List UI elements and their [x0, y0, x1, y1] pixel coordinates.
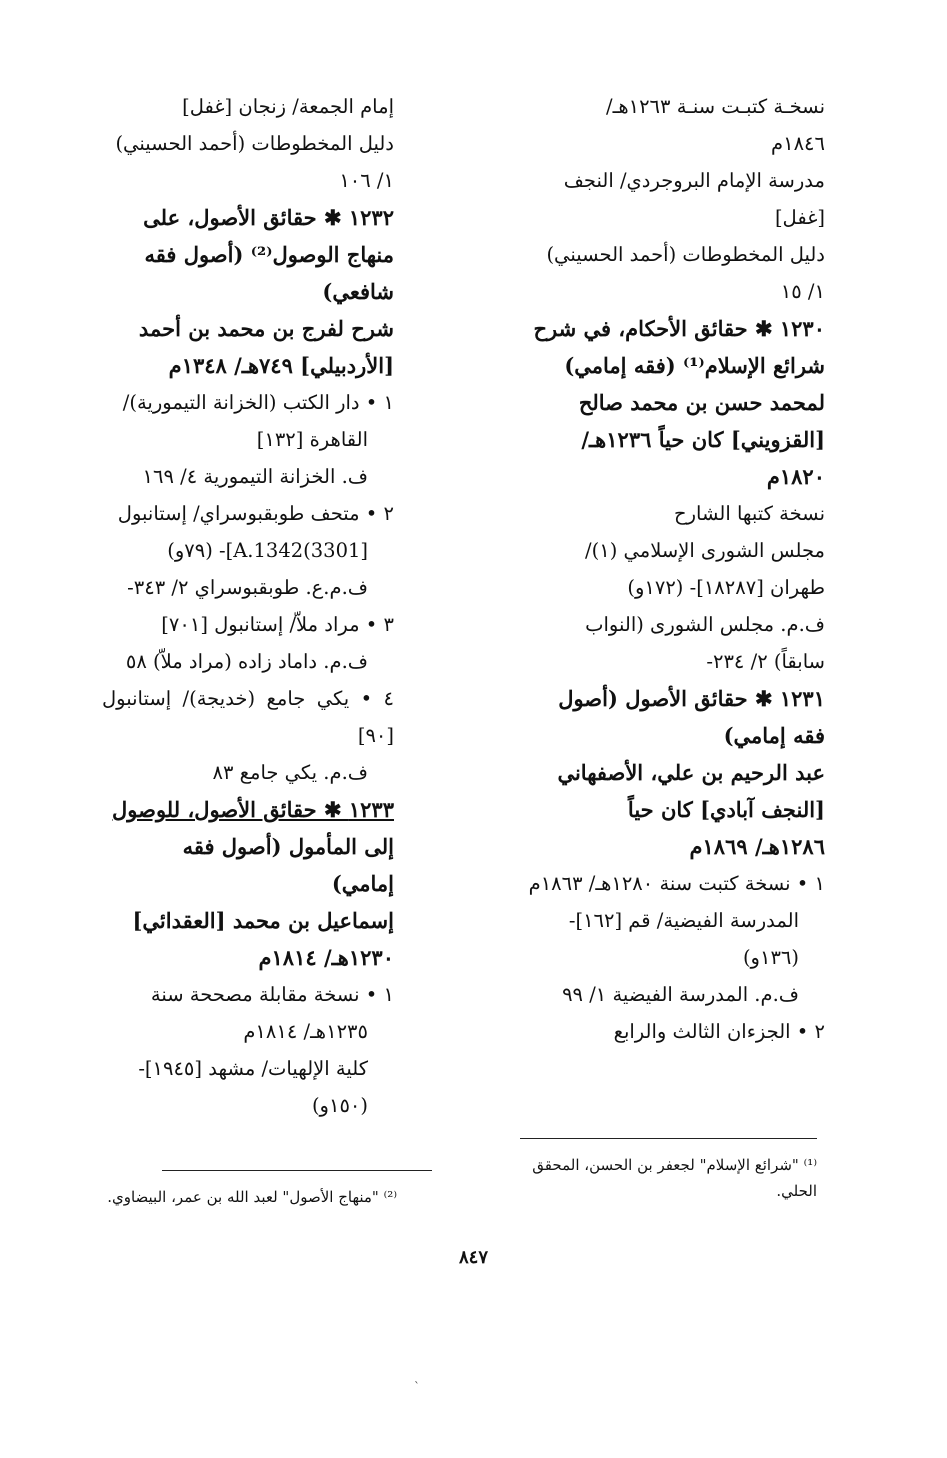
left-column	[102, 88, 394, 1124]
left-column-line: [3301)A.1342]- (٧٩و)	[167, 539, 368, 562]
left-column-line: (١٥٠و)	[311, 1094, 368, 1117]
footnote-left	[67, 1184, 397, 1210]
left-column-line: منهاج الوصول⁽²⁾ (أصول فقه	[144, 242, 394, 267]
left-column-line: ١٢٣٢ ✱ حقائق الأصول، على	[143, 205, 394, 230]
left-column-line: [الأردبيلي] ٧٤٩هـ/ ١٣٤٨م	[168, 353, 394, 378]
right-column-line: ١/ ١٥	[780, 280, 825, 303]
footnote-right-line-2: الحلي.	[776, 1182, 817, 1200]
right-column	[497, 88, 825, 1050]
right-column-line: نسخة كتبها الشارح	[674, 502, 825, 525]
stray-mark: ˋ	[414, 1380, 420, 1394]
right-column-line: نسخـة كتبـت سنـة ١٢٦٣هـ/	[606, 95, 825, 118]
left-column-line: شافعي)	[322, 279, 394, 304]
left-column-line: دليل المخطوطات (أحمد الحسيني)	[115, 132, 394, 155]
left-column-line: ١ • دار الكتب (الخزانة التيمورية)/	[122, 391, 394, 414]
right-column-line: طهران [١٨٢٨٧]- (١٧٢و)	[627, 576, 825, 599]
right-column-line: ١٨٤٦م	[771, 132, 825, 155]
left-column-line: ٤ • يكي جامع (خديجة)/ إستانبول [٩٠]	[102, 687, 394, 747]
footnote-right	[477, 1152, 817, 1204]
right-column-line: دليل المخطوطات (أحمد الحسيني)	[546, 243, 825, 266]
right-column-line: لمحمد حسن بن محمد صالح	[578, 390, 825, 415]
right-column-line: فقه إمامي)	[723, 723, 825, 748]
right-column-line: ١ • نسخة كتبت سنة ١٢٨٠هـ/ ١٨٦٣م	[528, 872, 825, 895]
right-column-line: المدرسة الفيضية/ قم [١٦٢]-	[568, 909, 799, 932]
left-column-line: ١٢٣٠هـ/ ١٨١٤م	[258, 945, 394, 970]
left-column-line: إسماعيل بن محمد [العقدائي]	[132, 908, 394, 933]
left-column-line: ٢ • متحف طوبقبوسراي/ إستانبول	[117, 502, 394, 525]
right-column-line: ف.م. المدرسة الفيضية ١/ ٩٩	[562, 983, 799, 1006]
left-column-line: ف. الخزانة التيمورية ٤/ ١٦٩	[142, 465, 368, 488]
right-column-line: ٢ • الجزءان الثالث والرابع	[613, 1020, 825, 1043]
right-column-line: [القزويني] كان حياً ١٢٣٦هـ/	[581, 427, 825, 452]
right-column-line: سابقاً) ٢/ ٢٣٤-	[706, 650, 825, 673]
right-column-line: ١٢٣٠ ✱ حقائق الأحكام، في شرح	[533, 316, 825, 341]
left-column-line: ف.م.ع. طوبقبوسراي ٢/ ٣٤٣-	[127, 576, 368, 599]
right-column-line: ف.م. مجلس الشورى (النواب	[585, 613, 825, 636]
left-column-line: كلية الإلهيات/ مشهد [١٩٤٥]-	[138, 1057, 368, 1080]
right-column-line: مجلس الشورى الإسلامي (١)/	[585, 539, 825, 562]
right-column-line: ١٢٨٦هـ/ ١٨٦٩م	[689, 834, 825, 859]
left-column-line: ١ • نسخة مقابلة مصححة سنة	[150, 983, 394, 1006]
footnote-rule-right	[520, 1138, 817, 1139]
page-number: ٨٤٧	[458, 1247, 488, 1268]
right-column-line: عبد الرحيم بن علي، الأصفهاني	[557, 760, 825, 785]
left-column-line: ف.م. يكي جامع ٨٣	[212, 761, 368, 784]
left-column-line: إمام الجمعة/ زنجان [غفل]	[182, 95, 394, 118]
footnote-left-line-1: ⁽²⁾ "منهاج الأصول" لعبد الله بن عمر، البيضاوي.	[107, 1188, 397, 1206]
right-column-line: (١٣٦و)	[742, 946, 799, 969]
left-column-line: القاهرة [١٣٢]	[256, 428, 368, 451]
left-column-line: ١٢٣٣ ✱ حقائق الأصول، للوصول	[112, 797, 394, 822]
footnote-right-line-1: ⁽¹⁾ "شرائع الإسلام" لجعفر بن الحسن، المحقق	[532, 1156, 817, 1174]
right-column-line: ١٢٣١ ✱ حقائق الأصول (أصول	[558, 686, 825, 711]
right-column-line: ١٨٢٠م	[766, 464, 825, 489]
right-column-line: مدرسة الإمام البروجردي/ النجف	[563, 169, 825, 192]
left-column-line: ف.م. داماد زاده (مراد ملاّ) ٥٨	[125, 650, 368, 673]
left-column-line: ٣ • مراد ملاّ/ إستانبول [٧٠١]	[161, 613, 394, 636]
footnote-rule-left	[162, 1170, 432, 1171]
right-column-line: [النجف آبادي] كان حياً	[627, 797, 825, 822]
left-column-line: ١٢٣٥هـ/ ١٨١٤م	[243, 1020, 368, 1043]
left-column-line: ١/ ١٠٦	[339, 169, 394, 192]
left-column-line: إلى المأمول (أصول فقه	[182, 834, 394, 859]
right-column-line: شرائع الإسلام⁽¹⁾ (فقه إمامي)	[564, 353, 825, 378]
right-column-line: [غفل]	[774, 206, 825, 229]
left-column-line: شرح لفرج بن محمد بن أحمد	[138, 316, 394, 341]
left-column-line: إمامي)	[331, 871, 394, 896]
